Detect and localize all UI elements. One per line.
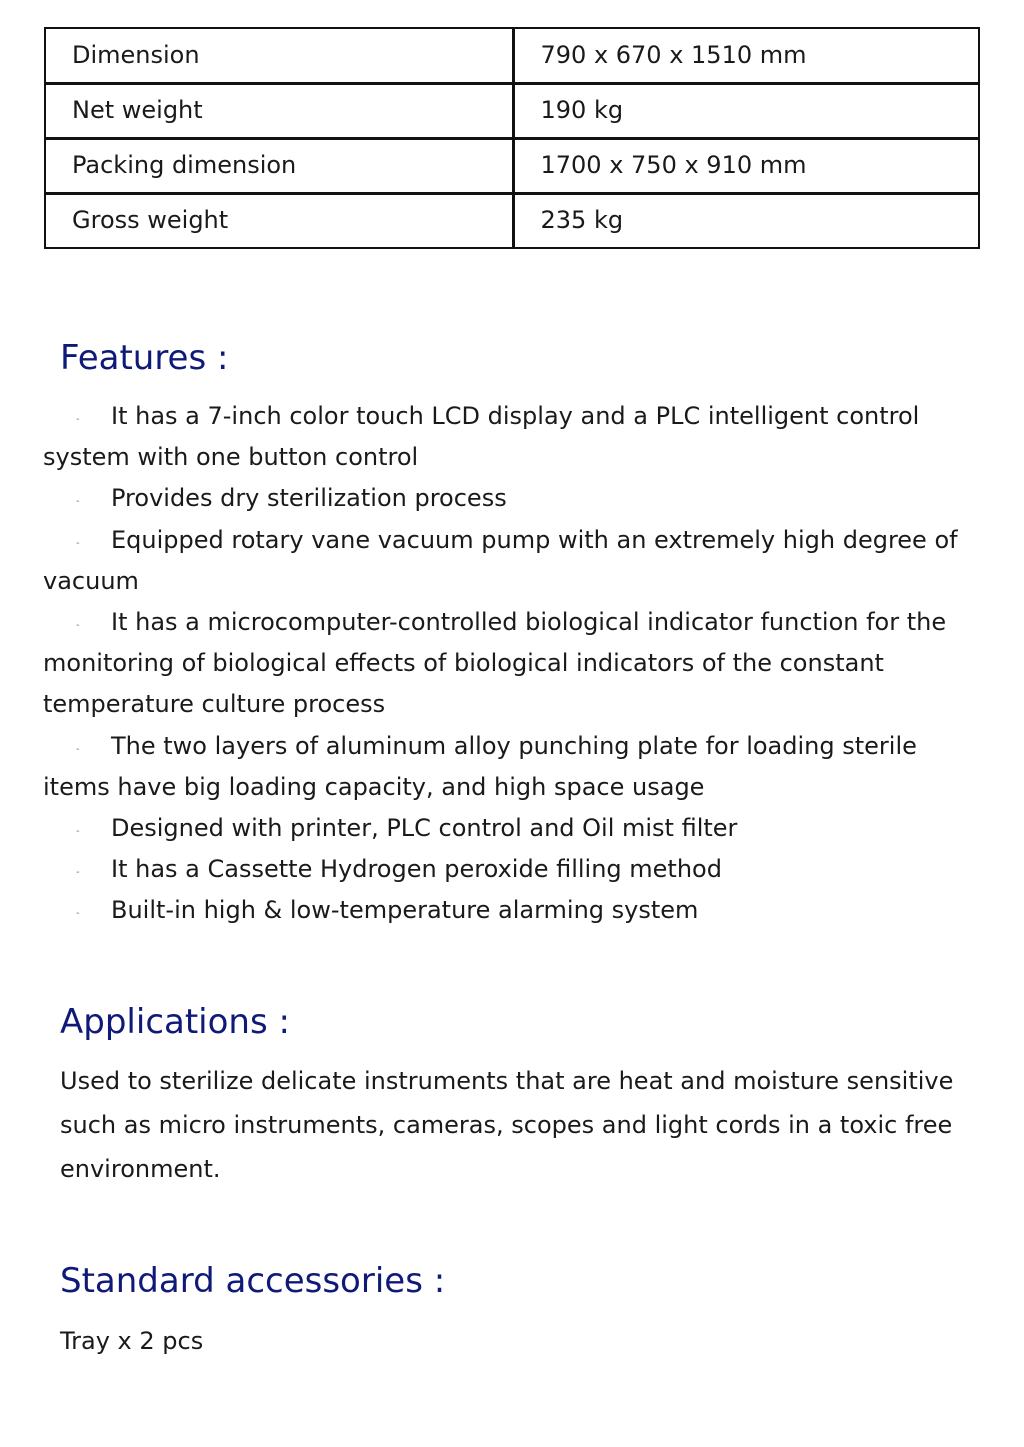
spec-label: Packing dimension [45, 138, 513, 193]
spec-value: 1700 x 750 x 910 mm [513, 138, 979, 193]
feature-text: It has a microcomputer-controlled biological indicator function for the monitoring of biological effects of biological indicators of the constant temperature culture process [43, 608, 947, 719]
accessories-heading: Standard accessories : [60, 1261, 446, 1301]
bullet-dash-icon: - [76, 867, 80, 879]
feature-text: Provides dry sterilization process [111, 484, 507, 513]
bullet-dash-icon: - [76, 620, 80, 632]
feature-item [43, 396, 973, 478]
spec-row-packing-dimension [45, 138, 979, 193]
bullet-dash-icon: - [76, 743, 80, 755]
applications-text: Used to sterilize delicate instruments that are heat and moisture sensitive such as micro instruments, cameras, scopes and light cords in a toxic free environment. [60, 1067, 954, 1183]
feature-text: It has a 7-inch color touch LCD display and a PLC intelligent control system with one button control [43, 402, 920, 472]
feature-item [43, 520, 973, 602]
feature-item [43, 849, 973, 890]
spec-row-net-weight [45, 83, 979, 138]
feature-text: Equipped rotary vane vacuum pump with an extremely high degree of vacuum [43, 525, 958, 595]
feature-text: It has a Cassette Hydrogen peroxide filling method [111, 855, 722, 884]
spec-value: 235 kg [513, 193, 979, 248]
accessories-text: Tray x 2 pcs [60, 1327, 204, 1355]
feature-item [43, 890, 973, 931]
spec-label: Gross weight [45, 193, 513, 248]
bullet-dash-icon: - [76, 496, 80, 508]
spec-label: Dimension [45, 28, 513, 83]
feature-text: Built-in high & low-temperature alarming system [111, 896, 699, 925]
applications-heading: Applications : [60, 1002, 290, 1042]
features-list [43, 396, 973, 932]
spec-row-dimension [45, 28, 979, 83]
spec-value: 190 kg [513, 83, 979, 138]
spec-value: 790 x 670 x 1510 mm [513, 28, 979, 83]
feature-item [43, 726, 973, 808]
feature-item [43, 478, 973, 519]
spec-row-gross-weight [45, 193, 979, 248]
bullet-dash-icon: - [76, 908, 80, 920]
features-heading: Features : [60, 338, 229, 378]
bullet-dash-icon: - [76, 537, 80, 549]
feature-text: Designed with printer, PLC control and Oil mist filter [111, 814, 738, 843]
bullet-dash-icon: - [76, 414, 80, 425]
feature-item [43, 602, 973, 726]
feature-item [43, 808, 973, 849]
feature-text: The two layers of aluminum alloy punching plate for loading sterile items have big loading capacity, and high space usage [43, 731, 917, 801]
spec-table [44, 27, 980, 249]
spec-label: Net weight [45, 83, 513, 138]
bullet-dash-icon: - [76, 826, 80, 838]
